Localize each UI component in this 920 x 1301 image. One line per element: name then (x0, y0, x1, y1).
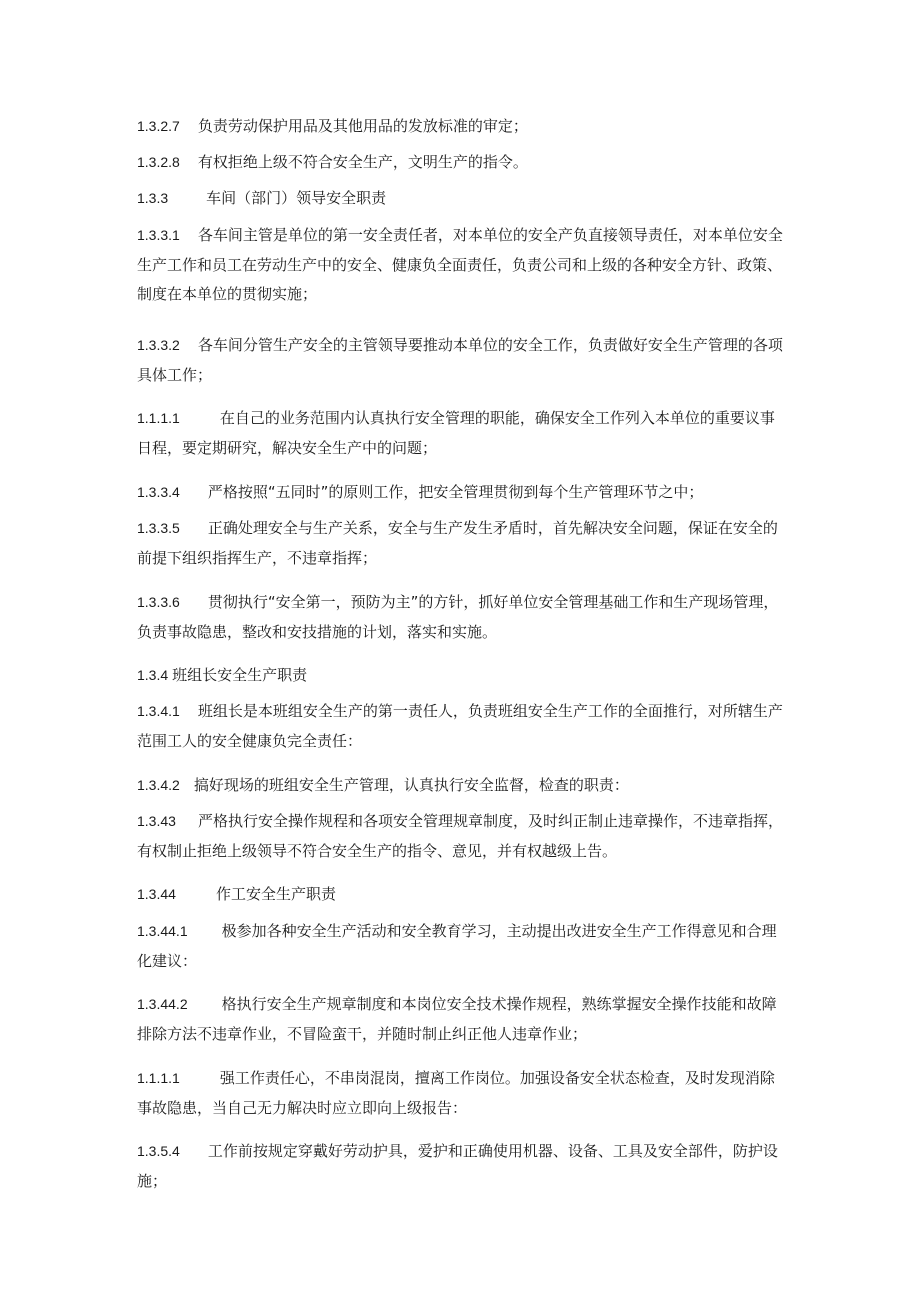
section-title: 班组长安全生产职责 (172, 666, 308, 684)
clause-number: 1.3.3.5 (137, 520, 180, 536)
section-title: 车间（部门）领导安全职责 (206, 189, 387, 207)
clause-text: 负责劳动保护用品及其他用品的发放标准的审定； (197, 117, 528, 135)
clause-1-3-3-5 (137, 514, 787, 573)
section-number: 1.3.44 (137, 886, 176, 902)
clause-1-3-3-4 (137, 478, 787, 508)
clause-text: 在自己的业务范围内认真执行安全管理的职能，确保安全工作列入本单位的重要议事日程，要定期研究，解决安全生产中的问题； (137, 409, 775, 457)
clause-text: 强工作责任心，不串岗混岗，擅离工作岗位。加强设备安全状态检查，及时发现消除事故隐患，当自己无力解决时应立即向上级报告： (137, 1069, 775, 1117)
clause-text: 严格按照“五同时”的原则工作，把安全管理贯彻到每个生产管理环节之中； (207, 483, 704, 501)
clause-number: 1.3.4.2 (137, 777, 180, 793)
clause-text: 班组长是本班组安全生产的第一责任人，负责班组安全生产工作的全面推行，对所辖生产范围工人的安全健康负完全责任： (137, 702, 783, 750)
clause-1-3-44-1 (137, 917, 787, 976)
clause-1-3-2-7 (137, 112, 787, 142)
clause-number: 1.3.3.2 (137, 337, 180, 353)
clause-number: 1.3.5.4 (137, 1143, 180, 1159)
clause-text: 有权拒绝上级不符合安全生产，文明生产的指令。 (197, 153, 528, 171)
clause-1-3-3-1 (137, 221, 787, 310)
clause-1-3-2-8 (137, 148, 787, 178)
clause-1-3-5-4 (137, 1137, 787, 1196)
clause-number: 1.1.1.1 (137, 1070, 180, 1086)
clause-number: 1.3.44.2 (137, 996, 188, 1012)
clause-number: 1.3.3.6 (137, 594, 180, 610)
clause-text: 工作前按规定穿戴好劳动护具，爱护和正确使用机器、设备、工具及安全部件，防护设施； (137, 1142, 778, 1190)
clause-text: 各车间主管是单位的第一安全责任者，对本单位的安全产负直接领导责任，对本单位安全生产工作和员工在劳动生产中的安全、健康负全面责任，负责公司和上级的各种安全方针、政策、制度在本单位的贯彻实施； (137, 226, 783, 303)
clause-1-3-4-1 (137, 697, 787, 756)
section-number: 1.3.3 (137, 190, 169, 206)
clause-1-3-3-2 (137, 331, 787, 390)
section-title: 作工安全生产职责 (215, 885, 336, 903)
clause-text: 严格执行安全操作规程和各项安全管理规章制度，及时纠正制止违章操作，不违章指挥，有权制止拒绝上级领导不符合安全生产的指令、意见，并有权越级上告。 (137, 812, 783, 860)
clause-number: 1.3.4.1 (137, 703, 180, 719)
clause-1-3-4-2 (137, 771, 787, 801)
section-number: 1.3.4 (137, 667, 169, 683)
clause-1-3-3-6 (137, 588, 787, 647)
clause-text: 各车间分管生产安全的主管领导要推动本单位的安全工作，负责做好安全生产管理的各项具体工作； (137, 336, 783, 384)
clause-1-1-1-1-a (137, 404, 787, 463)
clause-1-1-1-1-b (137, 1064, 787, 1123)
clause-1-3-43 (137, 807, 787, 866)
clause-text: 搞好现场的班组安全生产管理，认真执行安全监督，检查的职责： (193, 776, 629, 794)
clause-number: 1.3.2.7 (137, 118, 180, 134)
clause-number: 1.3.3.1 (137, 227, 180, 243)
clause-text: 极参加各种安全生产活动和安全教育学习，主动提出改进安全生产工作得意见和合理化建议： (137, 922, 777, 970)
clause-text: 格执行安全生产规章制度和本岗位安全技术操作规程，熟练掌握安全操作技能和故障排除方法不违章作业，不冒险蛮干，并随时制止纠正他人违章作业； (137, 995, 777, 1043)
clause-number: 1.3.43 (137, 813, 176, 829)
clause-text: 贯彻执行“安全第一，预防为主”的方针，抓好单位安全管理基础工作和生产现场管理，负责事故隐患，整改和安技措施的计划，落实和实施。 (137, 593, 779, 641)
clause-text: 正确处理安全与生产关系，安全与生产发生矛盾时，首先解决安全问题，保证在安全的前提下组织指挥生产，不违章指挥； (137, 519, 778, 567)
clause-1-3-44-2 (137, 990, 787, 1049)
clause-number: 1.3.3.4 (137, 484, 180, 500)
clause-number: 1.3.44.1 (137, 923, 188, 939)
section-heading-1-3-3 (137, 184, 787, 214)
clause-number: 1.3.2.8 (137, 154, 180, 170)
section-heading-1-3-4 (137, 661, 787, 691)
clause-number: 1.1.1.1 (137, 410, 180, 426)
section-heading-1-3-44 (137, 880, 787, 910)
